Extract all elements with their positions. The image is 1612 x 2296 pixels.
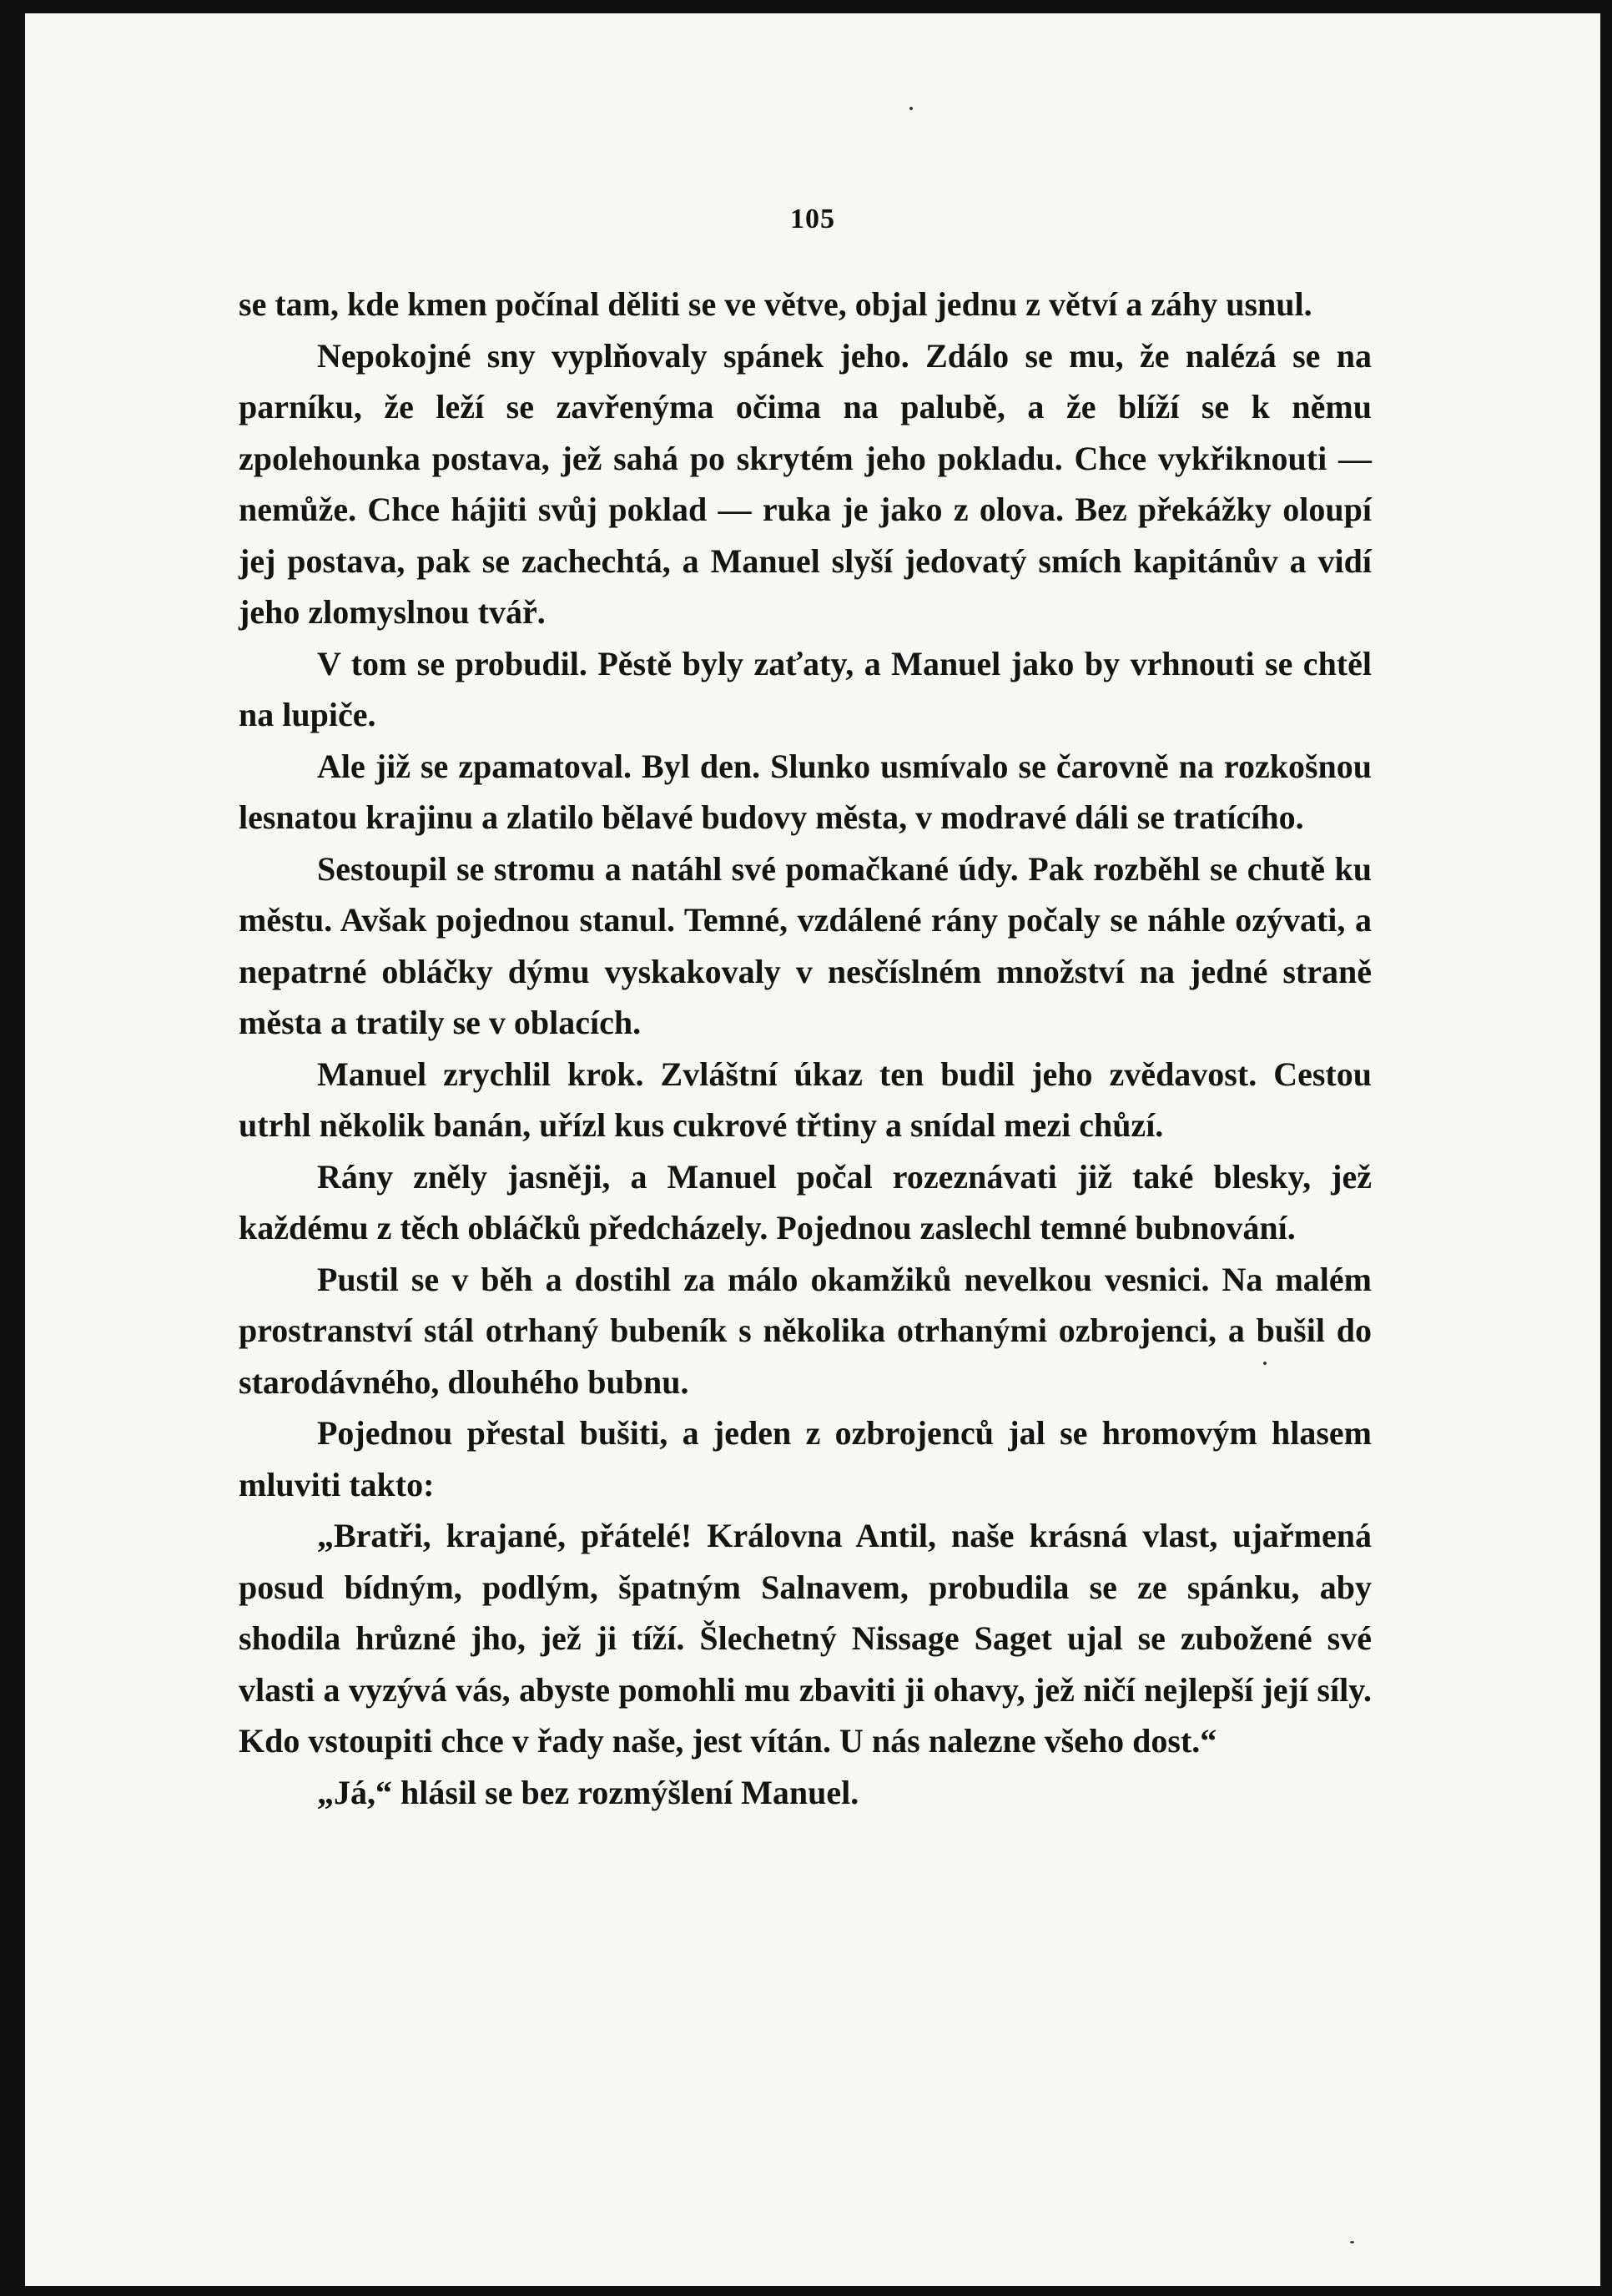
scan-left-edge — [0, 0, 25, 2296]
scan-right-edge — [1600, 0, 1612, 2296]
scan-speck — [909, 107, 913, 110]
paragraph-11: „Já,“ hlásil se bez rozmýšlení Manuel. — [317, 1773, 859, 1811]
paragraph-2: Nepokojné sny vyplňovaly spánek jeho. Zdálo se mu, že nalézá se na parníku, že leží se zavřenýma očima na palubě, a že blíží se k němu zpolehounka postava, jež sahá po skrytém jeho pokladu. Chce vykřiknouti — nemůže. Chce hájiti svůj poklad — ruka je jako z olova. Bez překážky oloupí jej postava, pak se zachechtá, a Manuel slyší jedovatý smích kapitánův a vidí jeho zlomyslnou tvář. — [239, 336, 1372, 631]
paragraph-5: Sestoupil se stromu a natáhl své pomačkané údy. Pak rozběhl se chutě ku městu. Avšak pojednou stanul. Temné, vzdálené rány počaly se náhle ozývati, a nepatrné obláčky dýmu vyskakovaly v nesčíslném množství na jedné straně města a tratily se v oblacích. — [239, 849, 1372, 1041]
paragraph-10: „Bratři, krajané, přátelé! Královna Antil, naše krásná vlast, ujařmená posud bídným, podlým, špatným Salnavem, probudila se ze spánku, aby shodila hrůzné jho, jež ji tíží. Šlechetný Nissage Saget ujal se zubožené své vlasti a vyzývá vás, abyste pomohli mu zbaviti ji ohavy, jež ničí nejlepší její síly. Kdo vstoupiti chce v řady naše, jest vítán. U nás nalezne všeho dost.“ — [239, 1517, 1372, 1760]
scan-bottom-edge — [0, 2284, 1612, 2296]
paragraph-4: Ale již se zpamatoval. Byl den. Slunko usmívalo se čarovně na rozkošnou lesnatou krajinu a zlatilo bělavé budovy města, v modravé dáli se tratícího. — [239, 747, 1372, 836]
scan-speck — [1263, 1362, 1267, 1365]
paragraph-8: Pustil se v běh a dostihl za málo okamžiků nevelkou vesnici. Na malém prostranství stál otrhaný bubeník s několika otrhanými ozbrojenci, a bušil do starodávného, dlouhého bubnu. — [239, 1260, 1372, 1401]
scan-speck — [1350, 2241, 1354, 2243]
paragraph-1: se tam, kde kmen počínal děliti se ve větve, objal jednu z větví a záhy usnul. — [239, 285, 1312, 323]
paragraph-3: V tom se probudil. Pěstě byly zaťaty, a Manuel jako by vrhnouti se chtěl na lupiče. — [239, 644, 1372, 733]
paragraph-9: Pojednou přestal bušiti, a jeden z ozbrojenců jal se hromovým hlasem mluviti takto: — [239, 1414, 1372, 1503]
body-text — [239, 279, 1372, 1818]
paragraph-6: Manuel zrychlil krok. Zvláštní úkaz ten budil jeho zvědavost. Cestou utrhl několik banán, uřízl kus cukrové třtiny a snídal mezi chůzí. — [239, 1055, 1372, 1144]
book-page — [25, 13, 1600, 2286]
scan-top-edge — [0, 0, 1612, 13]
page-number: 105 — [790, 204, 835, 234]
paragraph-7: Rány zněly jasněji, a Manuel počal rozeznávati již také blesky, jež každému z těch obláčků předcházely. Pojednou zaslechl temné bubnování. — [239, 1157, 1372, 1246]
